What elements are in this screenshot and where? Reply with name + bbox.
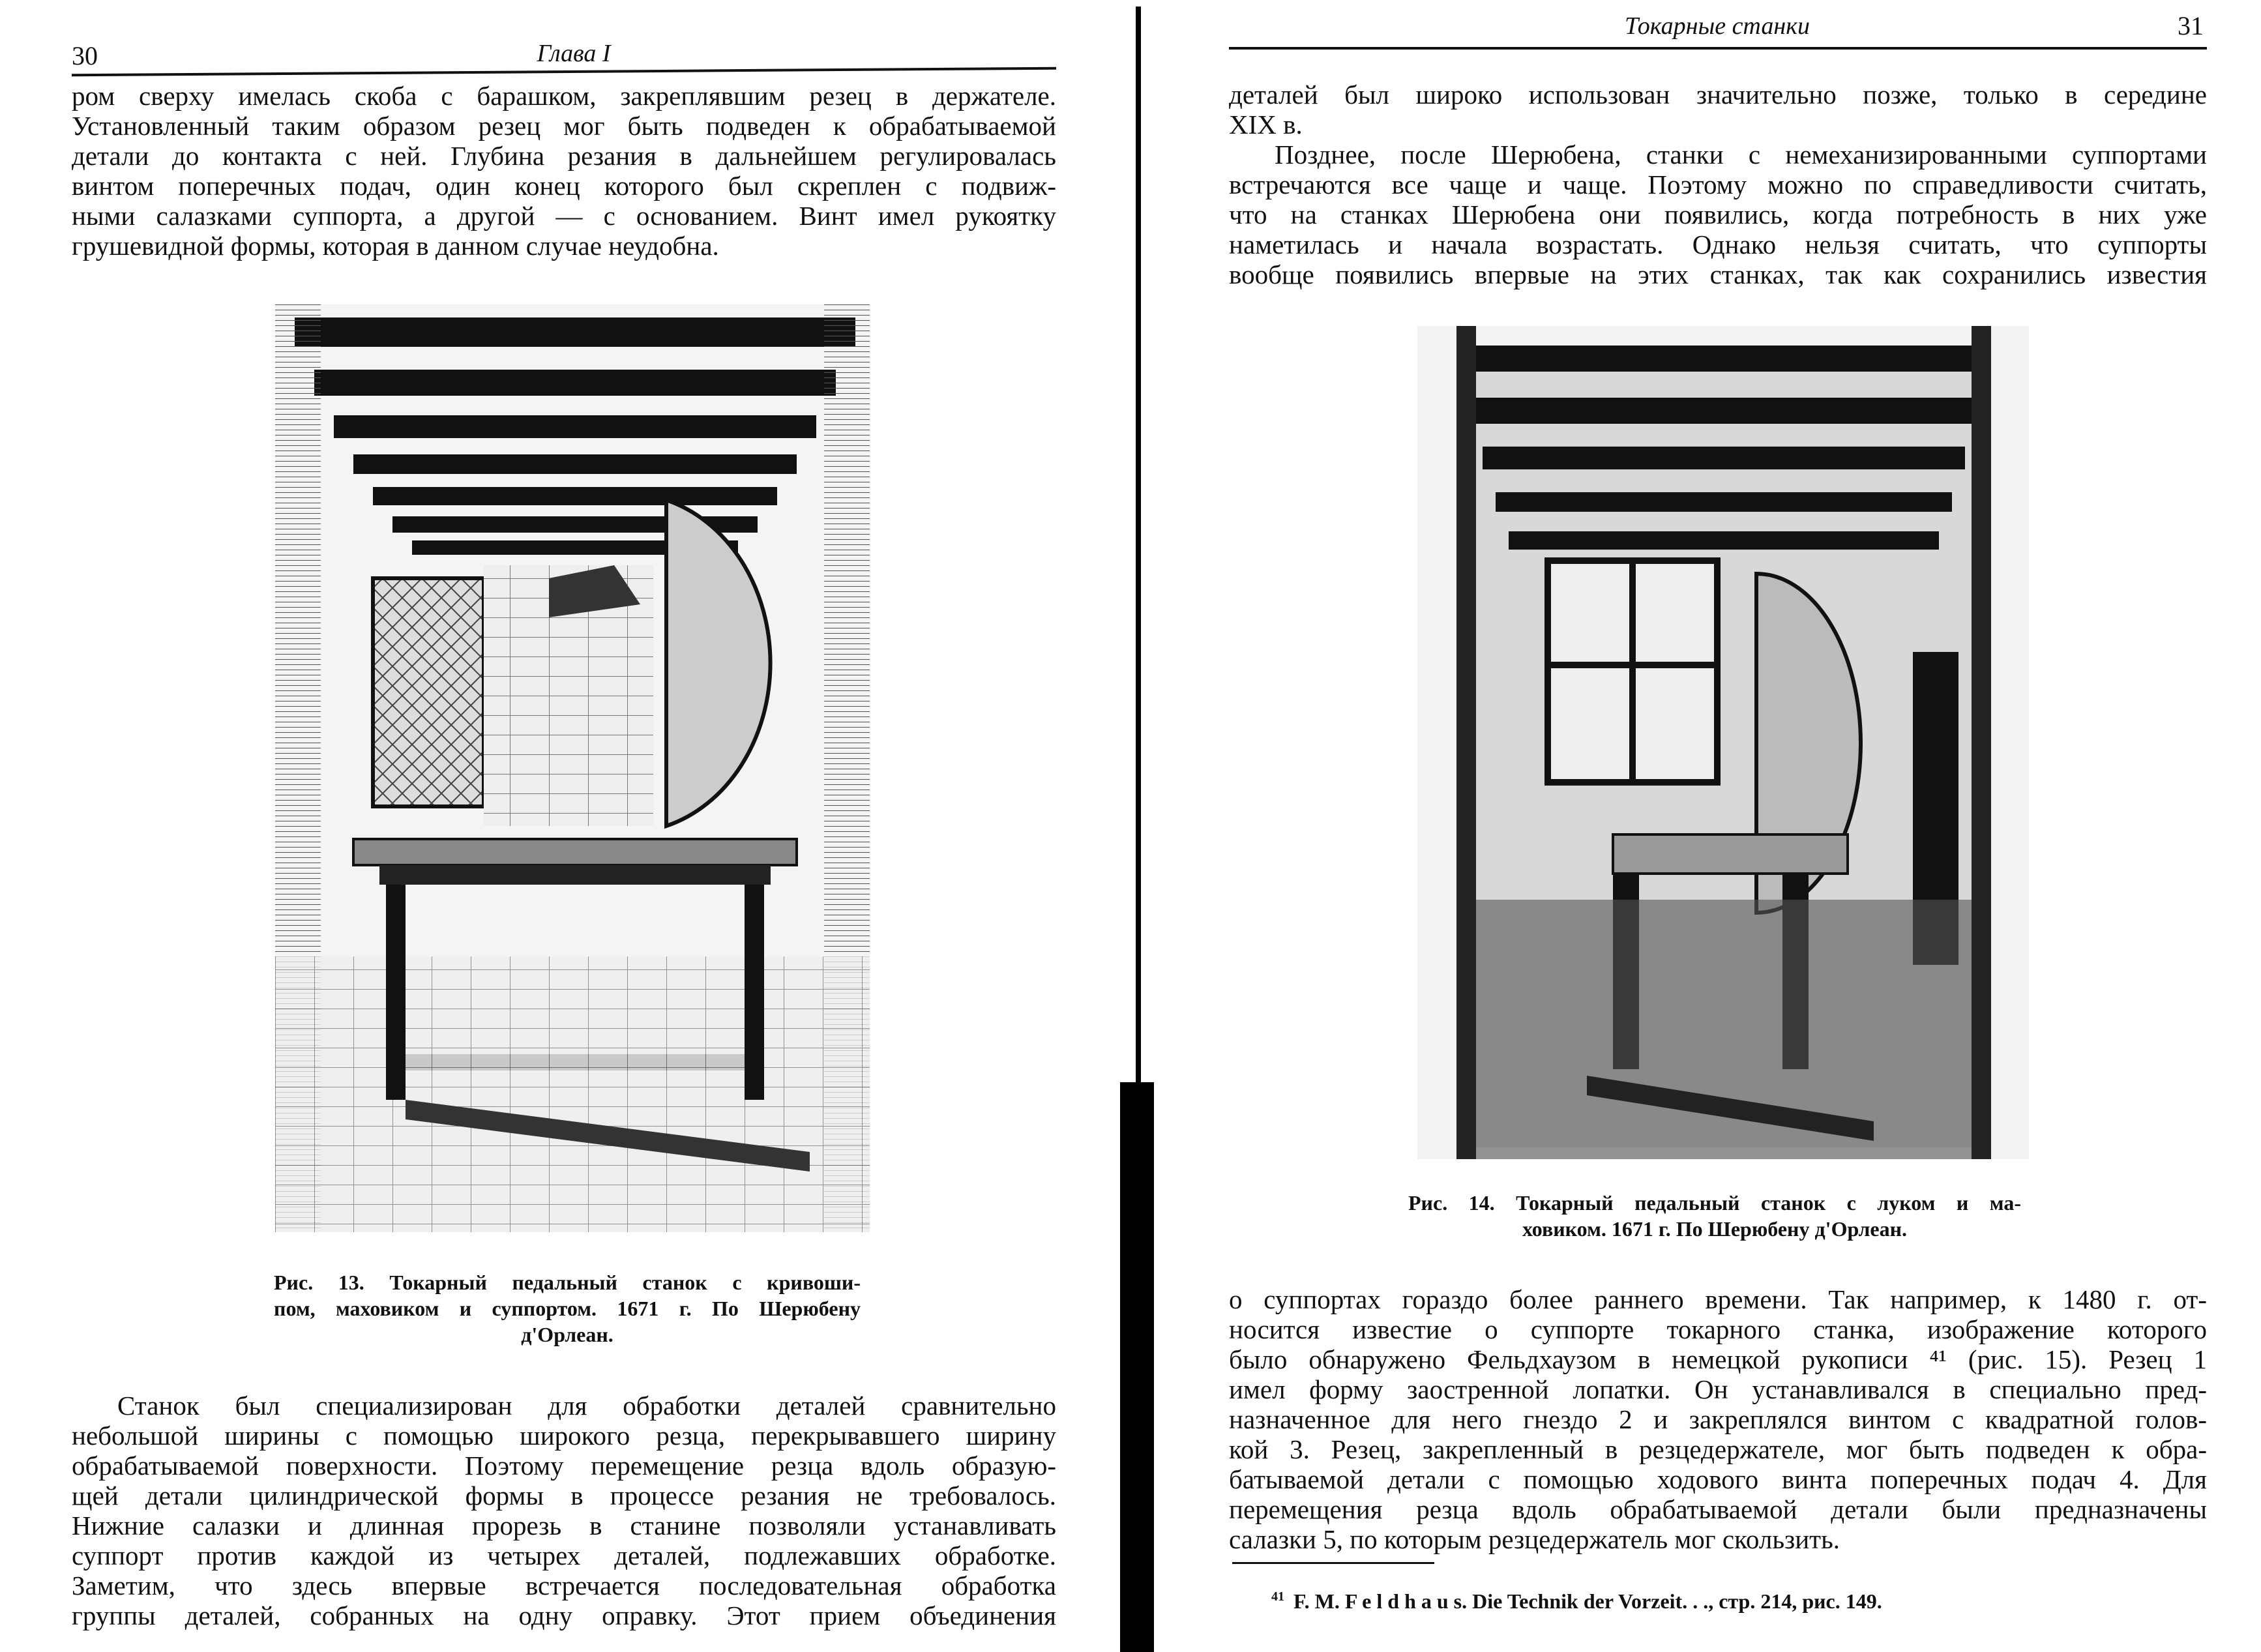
right-second-paragraph xyxy=(1229,140,2207,289)
figure-13-engraving-lathe-crank xyxy=(275,304,870,1232)
page-number-left: 30 xyxy=(72,41,98,70)
footnote xyxy=(1271,1589,1882,1614)
page-number-right: 31 xyxy=(2178,11,2204,40)
figure-14-engraving-lathe-bow xyxy=(1417,326,2029,1159)
footnote-marker: 41 xyxy=(1271,1589,1284,1604)
text-line: назначенное для него гнездо 2 и закреплялся винтом с квадратной голов- xyxy=(1229,1404,2207,1434)
right-top-paragraph xyxy=(1229,80,2207,140)
text-line: небольшой ширины с помощью широкого резца, перекрывавшего ширину xyxy=(72,1421,1056,1451)
text-line: Станок был специализирован для обработки деталей сравнительно xyxy=(117,1391,1056,1421)
text-line: грушевидной формы, которая в данном случае неудобна. xyxy=(72,231,719,261)
text-line: ными салазками суппорта, а другой — с основанием. Винт имел рукоятку xyxy=(72,201,1056,231)
text-line: вообще появились впервые на этих станках, так как сохранились известия xyxy=(1229,259,2207,289)
text-line: батываемой детали с помощью ходового винта поперечных подач 4. Для xyxy=(1229,1464,2207,1494)
running-head-right: Токарные станки xyxy=(1625,12,1810,40)
text-line: пом, маховиком и суппортом. 1671 г. По Шерюбену xyxy=(274,1297,861,1320)
text-line: д'Орлеан. xyxy=(521,1323,613,1346)
text-line: Заметим, что здесь впервые встречается последовательная обработка xyxy=(72,1571,1056,1600)
text-line: ром сверху имелась скоба с барашком, закреплявшим резец в держателе. xyxy=(72,81,1056,111)
text-line: встречаются все чаще и чаще. Поэтому можно по справедливости считать, xyxy=(1229,170,2207,199)
text-line: Установленный таким образом резец мог быть подведен к обрабатываемой xyxy=(72,111,1056,141)
left-top-paragraph xyxy=(72,81,1056,261)
footnote-rule xyxy=(1232,1562,1434,1564)
text-line: щей детали цилиндрической формы в процессе резания не требовалось. xyxy=(72,1481,1056,1511)
text-line: винтом поперечных подач, один конец которого был скреплен с подвиж- xyxy=(72,171,1056,201)
figure-13-caption xyxy=(274,1269,861,1348)
text-line: носится известие о суппорте токарного станка, изображение которого xyxy=(1229,1314,2207,1344)
text-line: о суппортах гораздо более раннего времени. Так например, к 1480 г. от- xyxy=(1229,1284,2207,1314)
text-line: что на станках Шерюбена они появились, когда потребность в них уже xyxy=(1229,199,2207,229)
footnote-text: F. M. F e l d h a u s. Die Technik der Vorzeit. . ., стр. 214, рис. 149. xyxy=(1293,1589,1882,1613)
text-line: Позднее, после Шерюбена, станки с немеханизированными суппортами xyxy=(1275,140,2207,170)
header-rule-right xyxy=(1229,47,2207,50)
text-line: салазки 5, по которым резцедержатель мог скользить. xyxy=(1229,1524,1840,1554)
text-line: ховиком. 1671 г. По Шерюбену д'Орлеан. xyxy=(1522,1217,1908,1241)
figure-14-caption xyxy=(1408,1190,2021,1242)
book-spine-shadow-lower xyxy=(1120,1082,1154,1652)
running-head-left: Глава I xyxy=(537,40,611,67)
header-rule-left xyxy=(72,67,1056,77)
text-line: группы деталей, собранных на одну оправку. Этот прием объединения xyxy=(72,1600,1056,1630)
book-spine-shadow xyxy=(1136,7,1141,1082)
text-line: Рис. 13. Токарный педальный станок с кривоши- xyxy=(274,1271,861,1294)
text-line: детали до контакта с ней. Глубина резания в дальнейшем регулировалась xyxy=(72,141,1056,171)
right-bottom-paragraph xyxy=(1229,1284,2207,1554)
text-line: Рис. 14. Токарный педальный станок с луком и ма- xyxy=(1408,1191,2021,1215)
text-line: суппорт против каждой из четырех деталей, подлежавших обработке. xyxy=(72,1541,1056,1571)
text-line: XIX в. xyxy=(1229,110,1303,140)
text-line: было обнаружено Фельдхаузом в немецкой рукописи ⁴¹ (рис. 15). Резец 1 xyxy=(1229,1344,2207,1374)
text-line: наметилась и начала возрастать. Однако нельзя считать, что суппорты xyxy=(1229,229,2207,259)
text-line: деталей был широко использован значительно позже, только в середине xyxy=(1229,80,2207,110)
text-line: перемещения резца вдоль обрабатываемой детали были предназначены xyxy=(1229,1494,2207,1524)
left-bottom-paragraph xyxy=(72,1391,1056,1630)
text-line: Нижние салазки и длинная прорезь в станине позволяли устанавливать xyxy=(72,1511,1056,1541)
text-line: обрабатываемой поверхности. Поэтому перемещение резца вдоль образую- xyxy=(72,1451,1056,1481)
text-line: имел форму заостренной лопатки. Он устанавливался в специально пред- xyxy=(1229,1374,2207,1404)
text-line: кой 3. Резец, закрепленный в резцедержателе, мог быть подведен к обра- xyxy=(1229,1434,2207,1464)
